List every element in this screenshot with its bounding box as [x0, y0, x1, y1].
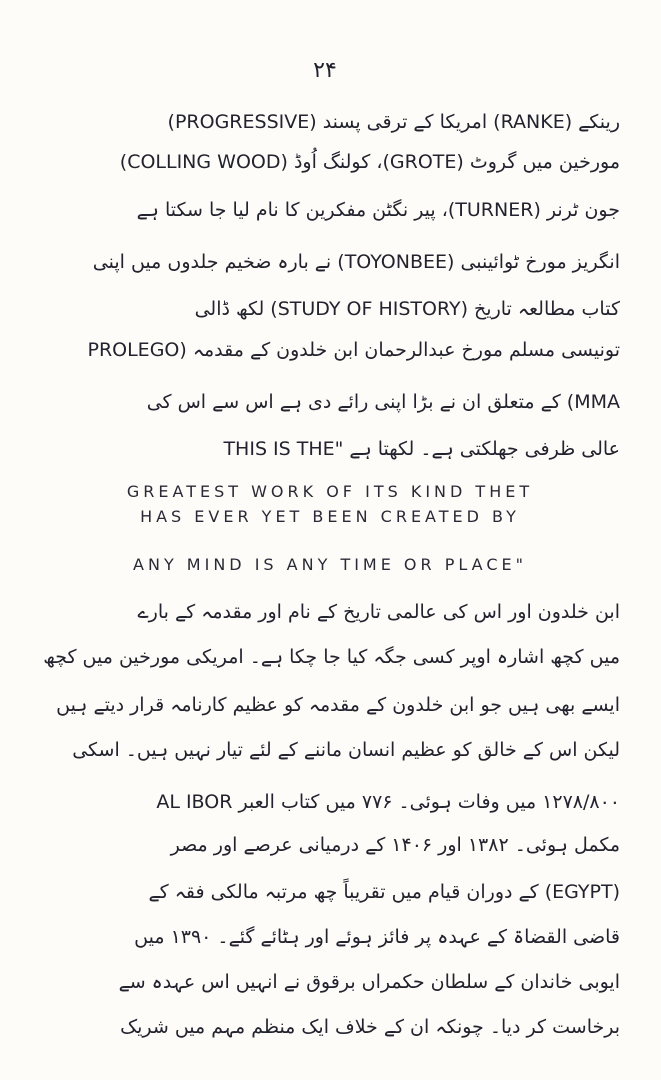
english-quote-line-3: ANY MIND IS ANY TIME OR PLACE" — [133, 555, 527, 574]
text-line-3: جون ٹرنر (TURNER)، پیر نگٹن مفکرین کا نام لیا جا سکتا ہے — [136, 199, 620, 221]
text-line-7: MMA) کے متعلق ان نے بڑا اپنی رائے دی ہے اس سے اس کی — [146, 391, 620, 413]
text-line-1: رینکے (RANKE) امریکا کے ترقی پسند (PROGRESSIVE) — [167, 111, 620, 133]
text-line-14: ایسے بھی ہیں جو ابن خلدون کے مقدمہ کو عظیم کارنامہ قرار دیتے ہیں — [56, 694, 620, 716]
text-line-20: ایوبی خاندان کے سلطان حکمراں برقوق نے انہیں اس عہدہ سے — [118, 971, 620, 993]
text-line-15: لیکن اس کے خالق کو عظیم انسان ماننے کے لئے تیار نہیں ہیں۔ اسکی — [72, 739, 620, 761]
text-line-17: مکمل ہوئی۔ ۱۳۸۲ اور ۱۴۰۶ کے درمیانی عرصے اور مصر — [170, 834, 620, 856]
text-line-2: مورخین میں گروٹ (GROTE)، کولنگ اُوڈ (COLLING WOOD) — [119, 151, 620, 173]
text-line-21: برخاست کر دیا۔ چونکہ ان کے خلاف ایک منظم مہم میں شریک — [120, 1016, 620, 1038]
text-line-16: ۱۲۷۸/۸۰۰ میں وفات ہوئی۔ ۷۷۶ میں کتاب العبر AL IBOR — [156, 791, 620, 813]
text-line-5: کتاب مطالعہ تاریخ (STUDY OF HISTORY) لکھ ڈالی — [194, 298, 620, 320]
text-line-19: قاضی القضاۃ کے عہدہ پر فائز ہوئے اور ہٹائے گئے۔ ۱۳۹۰ میں — [134, 926, 620, 948]
english-quote-line-1: GREATEST WORK OF ITS KIND THET — [126, 482, 534, 501]
text-line-8: عالی ظرفی جھلکتی ہے۔ لکھتا ہے "THIS IS THE — [223, 438, 620, 460]
text-line-13: میں کچھ اشارہ اوپر کسی جگہ کیا جا چکا ہے۔ امریکی مورخین میں کچھ — [43, 646, 620, 668]
page-number: ۲۴ — [313, 58, 337, 83]
english-quote-line-2: HAS EVER YET BEEN CREATED BY — [140, 507, 520, 526]
text-line-18: (EGYPT) کے دوران قیام میں تقریباً چھ مرتبہ مالکی فقہ کے — [148, 881, 620, 903]
text-line-6: تونیسی مسلم مورخ عبدالرحمان ابن خلدون کے مقدمہ (PROLEGO — [87, 339, 620, 361]
text-line-4: انگریز مورخ ٹوائینبی (TOYONBEE) نے بارہ ضخیم جلدوں میں اپنی — [92, 251, 620, 273]
text-line-12: ابن خلدون اور اس کی عالمی تاریخ کے نام اور مقدمہ کے بارے — [137, 601, 620, 623]
